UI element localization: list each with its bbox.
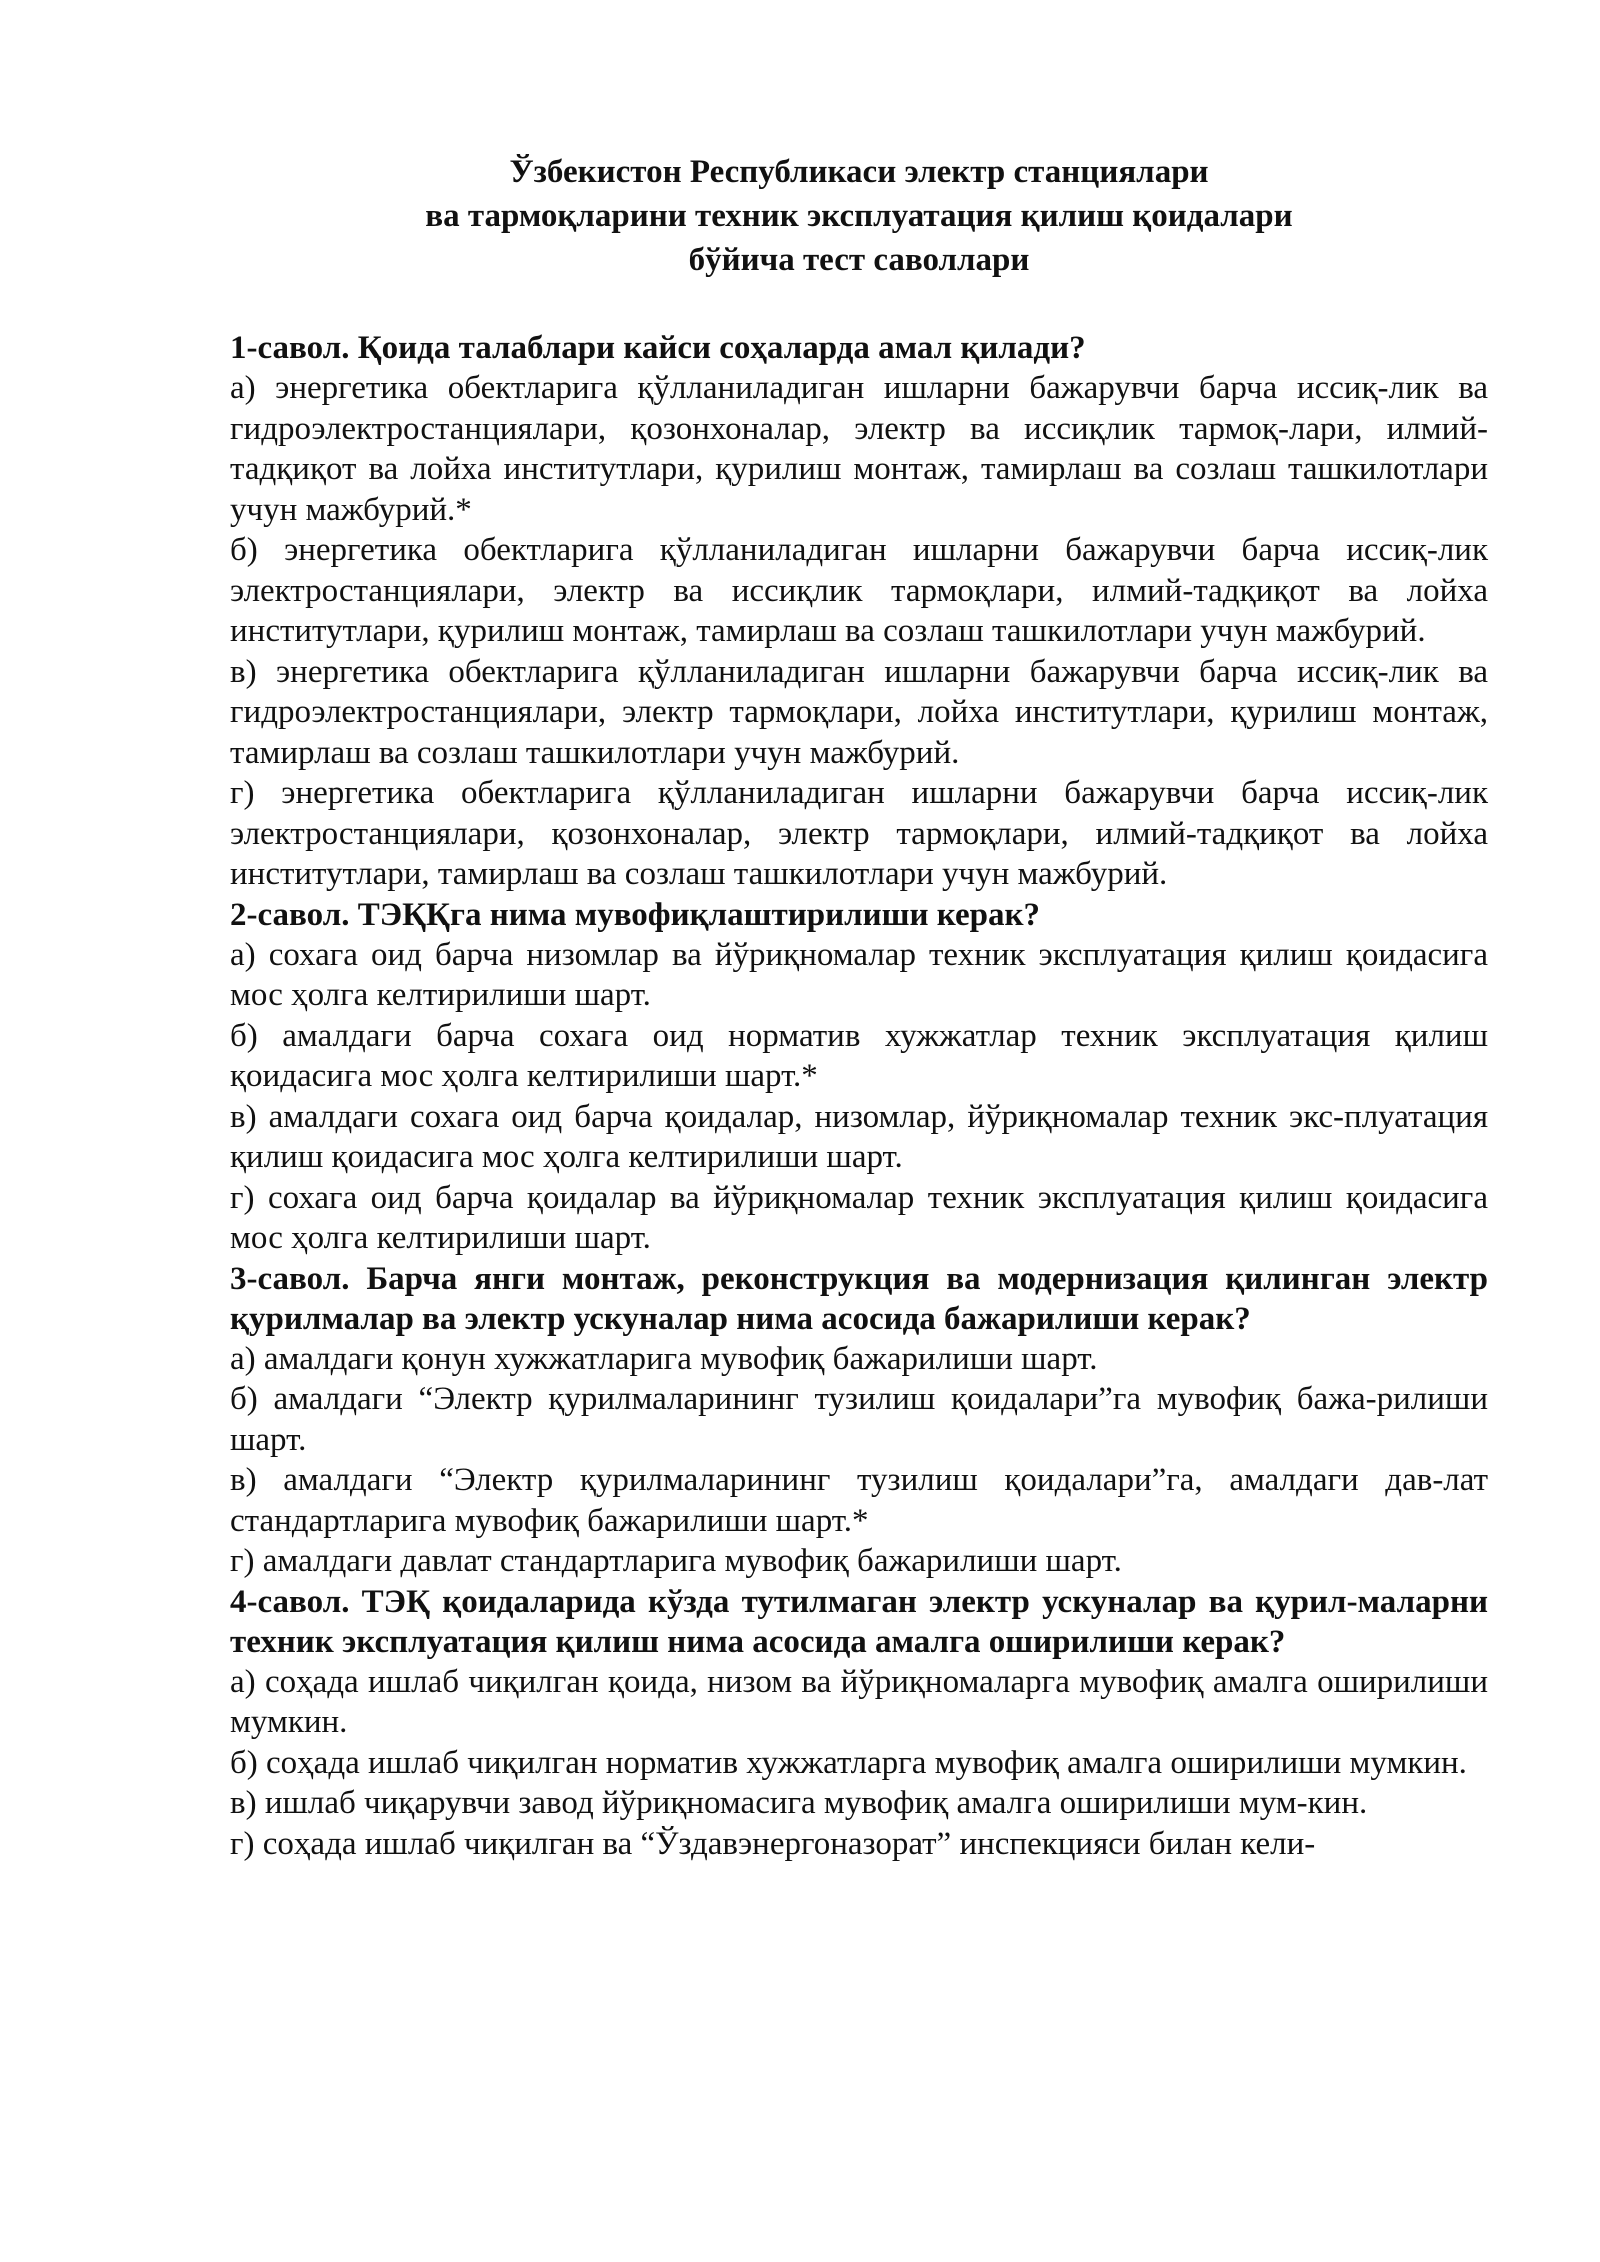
answer-option-c: в) энергетика обектларига қўлланиладиган ишларни бажарувчи барча иссиқ-лик ва гидроэлектростанциялари, электр тармоқлари, лойха институтлари, қурилиш монтаж, тамирлаш ва созлаш ташкилотлари учун мажбурий. xyxy=(230,653,1488,771)
document-title xyxy=(230,150,1488,282)
question-heading: 3-савол. Барча янги монтаж, реконструкция ва модернизация қилинган электр қурилмалар ва электр ускуналар нима асосида бажарилиши керак? xyxy=(230,1260,1488,1337)
answer-option-a: а) амалдаги қонун хужжатларига мувофиқ бажарилиши шарт. xyxy=(230,1340,1098,1377)
answer-option-d: г) амалдаги давлат стандартларига мувофиқ бажарилиши шарт. xyxy=(230,1543,1122,1579)
answer-option-b: б) соҳада ишлаб чиқилган норматив хужжатларга мувофиқ амалга оширилиши мумкин. xyxy=(230,1744,1467,1781)
answer-option-d: г) сохага оид барча қоидалар ва йўриқномалар техник эксплуатация қилиш қоидасига мос ҳолга келтирилиши шарт. xyxy=(230,1179,1488,1256)
answer-option-d: г) соҳада ишлаб чиқилган ва “Ўздавэнергоназорат” инспекцияси билан кели- xyxy=(230,1825,1316,1862)
question-block-4 xyxy=(230,1582,1488,1865)
title-line-1: Ўзбекистон Республикаси электр станциялари xyxy=(509,154,1209,190)
question-block-2 xyxy=(230,895,1488,1259)
title-line-2: ва тармоқларини техник эксплуатация қилиш қоидалари xyxy=(425,198,1293,234)
title-line-3: бўйича тест саволлари xyxy=(688,242,1030,278)
answer-option-b: б) амалдаги барча сохага оид норматив хужжатлар техник эксплуатация қилиш қоидасига мос ҳолга келтирилиши шарт.* xyxy=(230,1017,1488,1094)
answer-option-d: г) энергетика обектларига қўлланиладиган ишларни бажарувчи барча иссиқ-лик электростанциялари, қозонхоналар, электр тармоқлари, илмий-тадқиқот ва лойха институтлари, тамирлаш ва созлаш ташкилотлари учун мажбурий. xyxy=(230,775,1488,892)
answer-option-b: б) энергетика обектларига қўлланиладиган ишларни бажарувчи барча иссиқ-лик электростанциялари, электр ва иссиқлик тармоқлари, илмий-тадқиқот ва лойха институтлари, қурилиш монтаж, тамирлаш ва созлаш ташкилотлари учун мажбурий. xyxy=(230,532,1488,649)
answer-option-b: б) амалдаги “Электр қурилмаларининг тузилиш қоидалари”га мувофиқ бажа-рилиши шарт. xyxy=(230,1381,1488,1458)
question-heading: 4-савол. ТЭҚ қоидаларида кўзда тутилмаган электр ускуналар ва қурил-маларни техник эксплуатация қилиш нима асосида амалга оширилиши керак? xyxy=(230,1583,1488,1660)
answer-option-c: в) амалдаги “Электр қурилмаларининг тузилиш қоидалари”га, амалдаги дав-лат стандартларига мувофиқ бажарилиши шарт.* xyxy=(230,1462,1488,1539)
answer-option-a: а) сохага оид барча низомлар ва йўриқномалар техник эксплуатация қилиш қоидасига мос ҳолга келтирилиши шарт. xyxy=(230,936,1488,1013)
answer-option-c: в) амалдаги сохага оид барча қоидалар, низомлар, йўриқномалар техник экс-плуатация қилиш қоидасига мос ҳолга келтирилиши шарт. xyxy=(230,1098,1488,1175)
answer-option-a: а) соҳада ишлаб чиқилган қоида, низом ва йўриқномаларга мувофиқ амалга оширилиши мумкин. xyxy=(230,1663,1488,1740)
question-heading: 1-савол. Қоида талаблари кайси соҳаларда амал қилади? xyxy=(230,330,1086,366)
answer-option-a: а) энергетика обектларига қўлланиладиган ишларни бажарувчи барча иссиқ-лик ва гидроэлектростанциялари, қозонхоналар, электр ва иссиқлик тармоқ-лари, илмий-тадқиқот ва лойха институтлари, қурилиш монтаж, тамирлаш ва созлаш ташкилотлари учун мажбурий.* xyxy=(230,370,1488,528)
question-heading: 2-савол. ТЭҚҚга нима мувофиқлаштирилиши керак? xyxy=(230,896,1040,933)
question-block-1 xyxy=(230,328,1488,895)
answer-option-c: в) ишлаб чиқарувчи завод йўриқномасига мувофиқ амалга оширилиши мум-кин. xyxy=(230,1785,1368,1821)
question-block-3 xyxy=(230,1259,1488,1582)
